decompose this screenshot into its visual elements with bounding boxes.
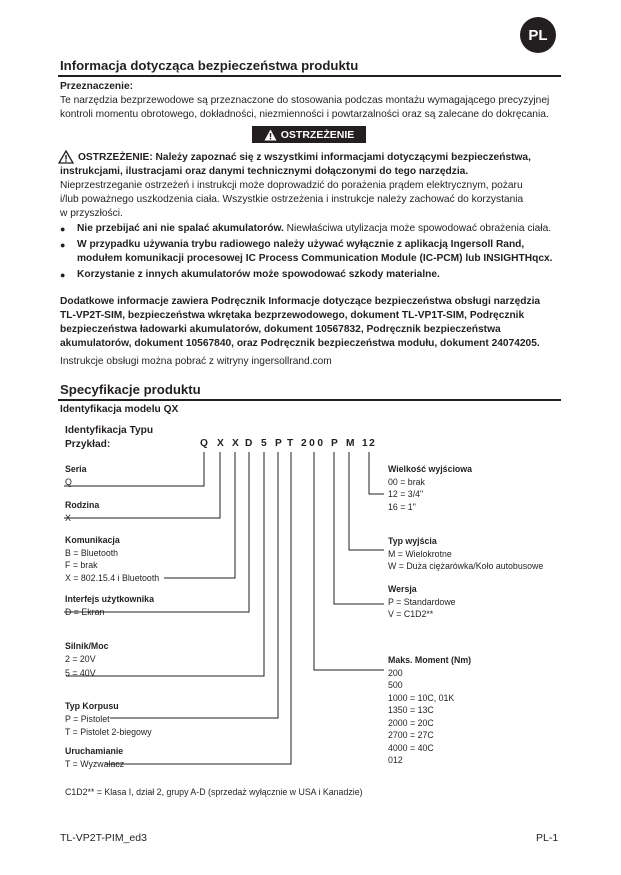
group-motor [65, 640, 109, 680]
group-torque-title: Maks. Moment (Nm) [388, 655, 472, 665]
code-char-output-size: 12 [362, 438, 377, 449]
group-torque-line: 200 [388, 667, 403, 678]
group-output-type-title: Typ wyjścia [388, 536, 437, 546]
code-char-trigger: T [287, 438, 294, 449]
bullet-dot: ● [60, 224, 66, 234]
group-trigger [65, 745, 124, 770]
model-id-heading: Identyfikacja modelu QX [60, 404, 179, 415]
docs-2: TL-VP2T-SIM, bezpieczeństwa wkrętaka bezprzewodowego, dokument TL-VP1T-SIM, Podręcznik [60, 310, 525, 321]
group-version-line: V = C1D2** [388, 609, 434, 619]
group-version-line: P = Standardowe [388, 596, 456, 607]
language-badge: PL [520, 17, 556, 53]
group-trigger-line: T = Wyzwalacz [65, 758, 125, 769]
group-torque-line: 012 [388, 755, 403, 765]
group-interface-title: Interfejs użytkownika [65, 594, 154, 604]
bullet-2-line-1: W przypadku używania trybu radiowego należy używać wyłącznie z aplikacją Ingersoll Rand, [77, 239, 525, 250]
bullet-dot: ● [60, 270, 66, 280]
purpose-text-2: kontroli momentu obrotowego, dokładności, niezmienności i powtarzalności oraz są zalecane do dokręcania. [60, 109, 549, 120]
group-body-line: P = Pistolet [65, 713, 110, 724]
group-torque-line: 4000 = 40C [388, 742, 434, 753]
code-char-family: X [217, 438, 224, 449]
connector-output-type [349, 452, 384, 550]
warning-text-3: w przyszłości. [60, 208, 123, 219]
group-torque-line: 1350 = 13C [388, 705, 434, 715]
warning-text-1: Nieprzestrzeganie ostrzeżeń i instrukcji może doprowadzić do porażenia prądem elektrycznym, pożaru [60, 180, 523, 191]
group-comm-line: F = brak [65, 560, 98, 570]
group-family-title: Rodzina [65, 500, 100, 510]
bullet-2-line-2: modułem komunikacji procesowej IC Process Communication Module (IC-PCM) lub INSIGHTHqcx. [77, 253, 553, 264]
group-body-title: Typ Korpusu [65, 701, 119, 711]
docs-3: bezpieczeństwa ładowarki akumulatorów, dokument 10567832, Podręcznik bezpieczeństwa [60, 324, 501, 335]
group-output-size-line: 00 = brak [388, 476, 425, 487]
group-version [388, 583, 456, 621]
group-series [65, 463, 87, 488]
warning-bold-1: OSTRZEŻENIE: Należy zapoznać się z wszystkimi informacjami dotyczącymi bezpieczeństwa, [78, 152, 531, 163]
footer-doc-id: TL-VP2T-PIM_ed3 [60, 832, 147, 844]
group-torque-line: 500 [388, 680, 403, 690]
purpose-heading: Przeznaczenie: [60, 81, 134, 92]
group-output-size-line: 12 = 3/4" [388, 489, 424, 499]
group-version-title: Wersja [388, 584, 417, 594]
bullet-1-text: Niewłaściwa utylizacja może spowodować obrażenia ciała. [283, 223, 552, 234]
code-char-version: P [331, 438, 338, 449]
group-torque-line: 2700 = 27C [388, 730, 434, 740]
footnote: C1D2** = Klasa I, dział 2, grupy A-D (sprzedaż wyłącznie w USA i Kanadzie) [65, 787, 363, 797]
group-output-type [388, 535, 543, 573]
connector-body [110, 452, 278, 718]
code-char-motor: 5 [261, 438, 267, 449]
group-comm-title: Komunikacja [65, 535, 120, 545]
connector-output-size [369, 452, 384, 494]
example-label: Przykład: [65, 439, 111, 450]
group-interface [65, 593, 154, 618]
group-torque-line: 1000 = 10C, 01K [388, 692, 455, 703]
code-char-output-type: M [346, 438, 355, 449]
group-series-title: Seria [65, 464, 87, 474]
group-torque [388, 654, 471, 767]
connector-comm [164, 452, 235, 578]
safety-title: Informacja dotycząca bezpieczeństwa produktu [60, 58, 359, 73]
docs-4: akumulatorów, dokument 10567840, oraz Podręcznik bezpieczeństwa modułu, dokument 24074205. [60, 338, 540, 349]
group-comm-line: X = 802.15.4 i Bluetooth [65, 572, 160, 583]
bullet-3-text: Korzystanie z innych akumulatorów może spowodować szkody materialne. [77, 269, 440, 280]
warning-bold-2: instrukcjami, ilustracjami oraz danymi technicznymi dołączonymi do tego narzędzia. [60, 166, 469, 177]
group-output-type-line: W = Duża ciężarówka/Koło autobusowe [388, 561, 544, 571]
group-motor-line: 2 = 20V [65, 653, 96, 664]
group-output-size-line: 16 = 1" [388, 501, 416, 512]
download-link-text: Instrukcje obsługi można pobrać z witryny ingersollrand.com [60, 356, 332, 367]
group-motor-line: 5 = 40V [65, 668, 96, 678]
group-comm-line: B = Bluetooth [65, 547, 119, 558]
group-family [65, 499, 99, 524]
group-body-line: T = Pistolet 2-biegowy [65, 727, 152, 737]
warning-box-label: OSTRZEŻENIE [280, 128, 355, 141]
connector-version [334, 452, 384, 604]
footer-page-number: PL-1 [536, 832, 559, 844]
warning-text-2: i/lub poważnego uszkodzenia ciała. Wszystkie ostrzeżenia i instrukcje należy zachować do korzystania [60, 194, 524, 205]
group-family-line: X [65, 512, 71, 523]
group-output-size [388, 463, 472, 513]
group-interface-line: D = Ekran [65, 606, 105, 617]
code-char-interface: D [245, 438, 253, 449]
group-series-line: Q [65, 476, 72, 487]
group-output-type-line: M = Wielokrotne [388, 548, 452, 559]
group-trigger-title: Uruchamianie [65, 746, 124, 756]
code-char-comm: X [232, 438, 239, 449]
code-char-body: P [275, 438, 282, 449]
docs-1: Dodatkowe informacje zawiera Podręcznik Informacje dotyczące bezpieczeństwa obsługi narzędzia [60, 296, 541, 307]
group-output-size-title: Wielkość wyjściowa [388, 464, 473, 474]
group-body [65, 700, 152, 739]
bullet-dot: ● [60, 240, 66, 250]
group-torque-line: 2000 = 20C [388, 717, 434, 728]
code-char-series: Q [200, 438, 208, 449]
group-comm [65, 534, 159, 584]
code-char-torque: 200 [301, 438, 326, 449]
group-motor-title: Silnik/Moc [65, 641, 109, 651]
type-id-heading: Identyfikacja Typu [65, 425, 154, 436]
bullet-1-bold: Nie przebijać ani nie spalać akumulatorów. [77, 223, 284, 234]
connector-interface [64, 452, 249, 612]
purpose-text-1: Te narzędzia bezprzewodowe są przeznaczone do stosowania podczas montażu wymagającego precyzyjnej [60, 95, 550, 106]
spec-title: Specyfikacje produktu [60, 382, 201, 397]
